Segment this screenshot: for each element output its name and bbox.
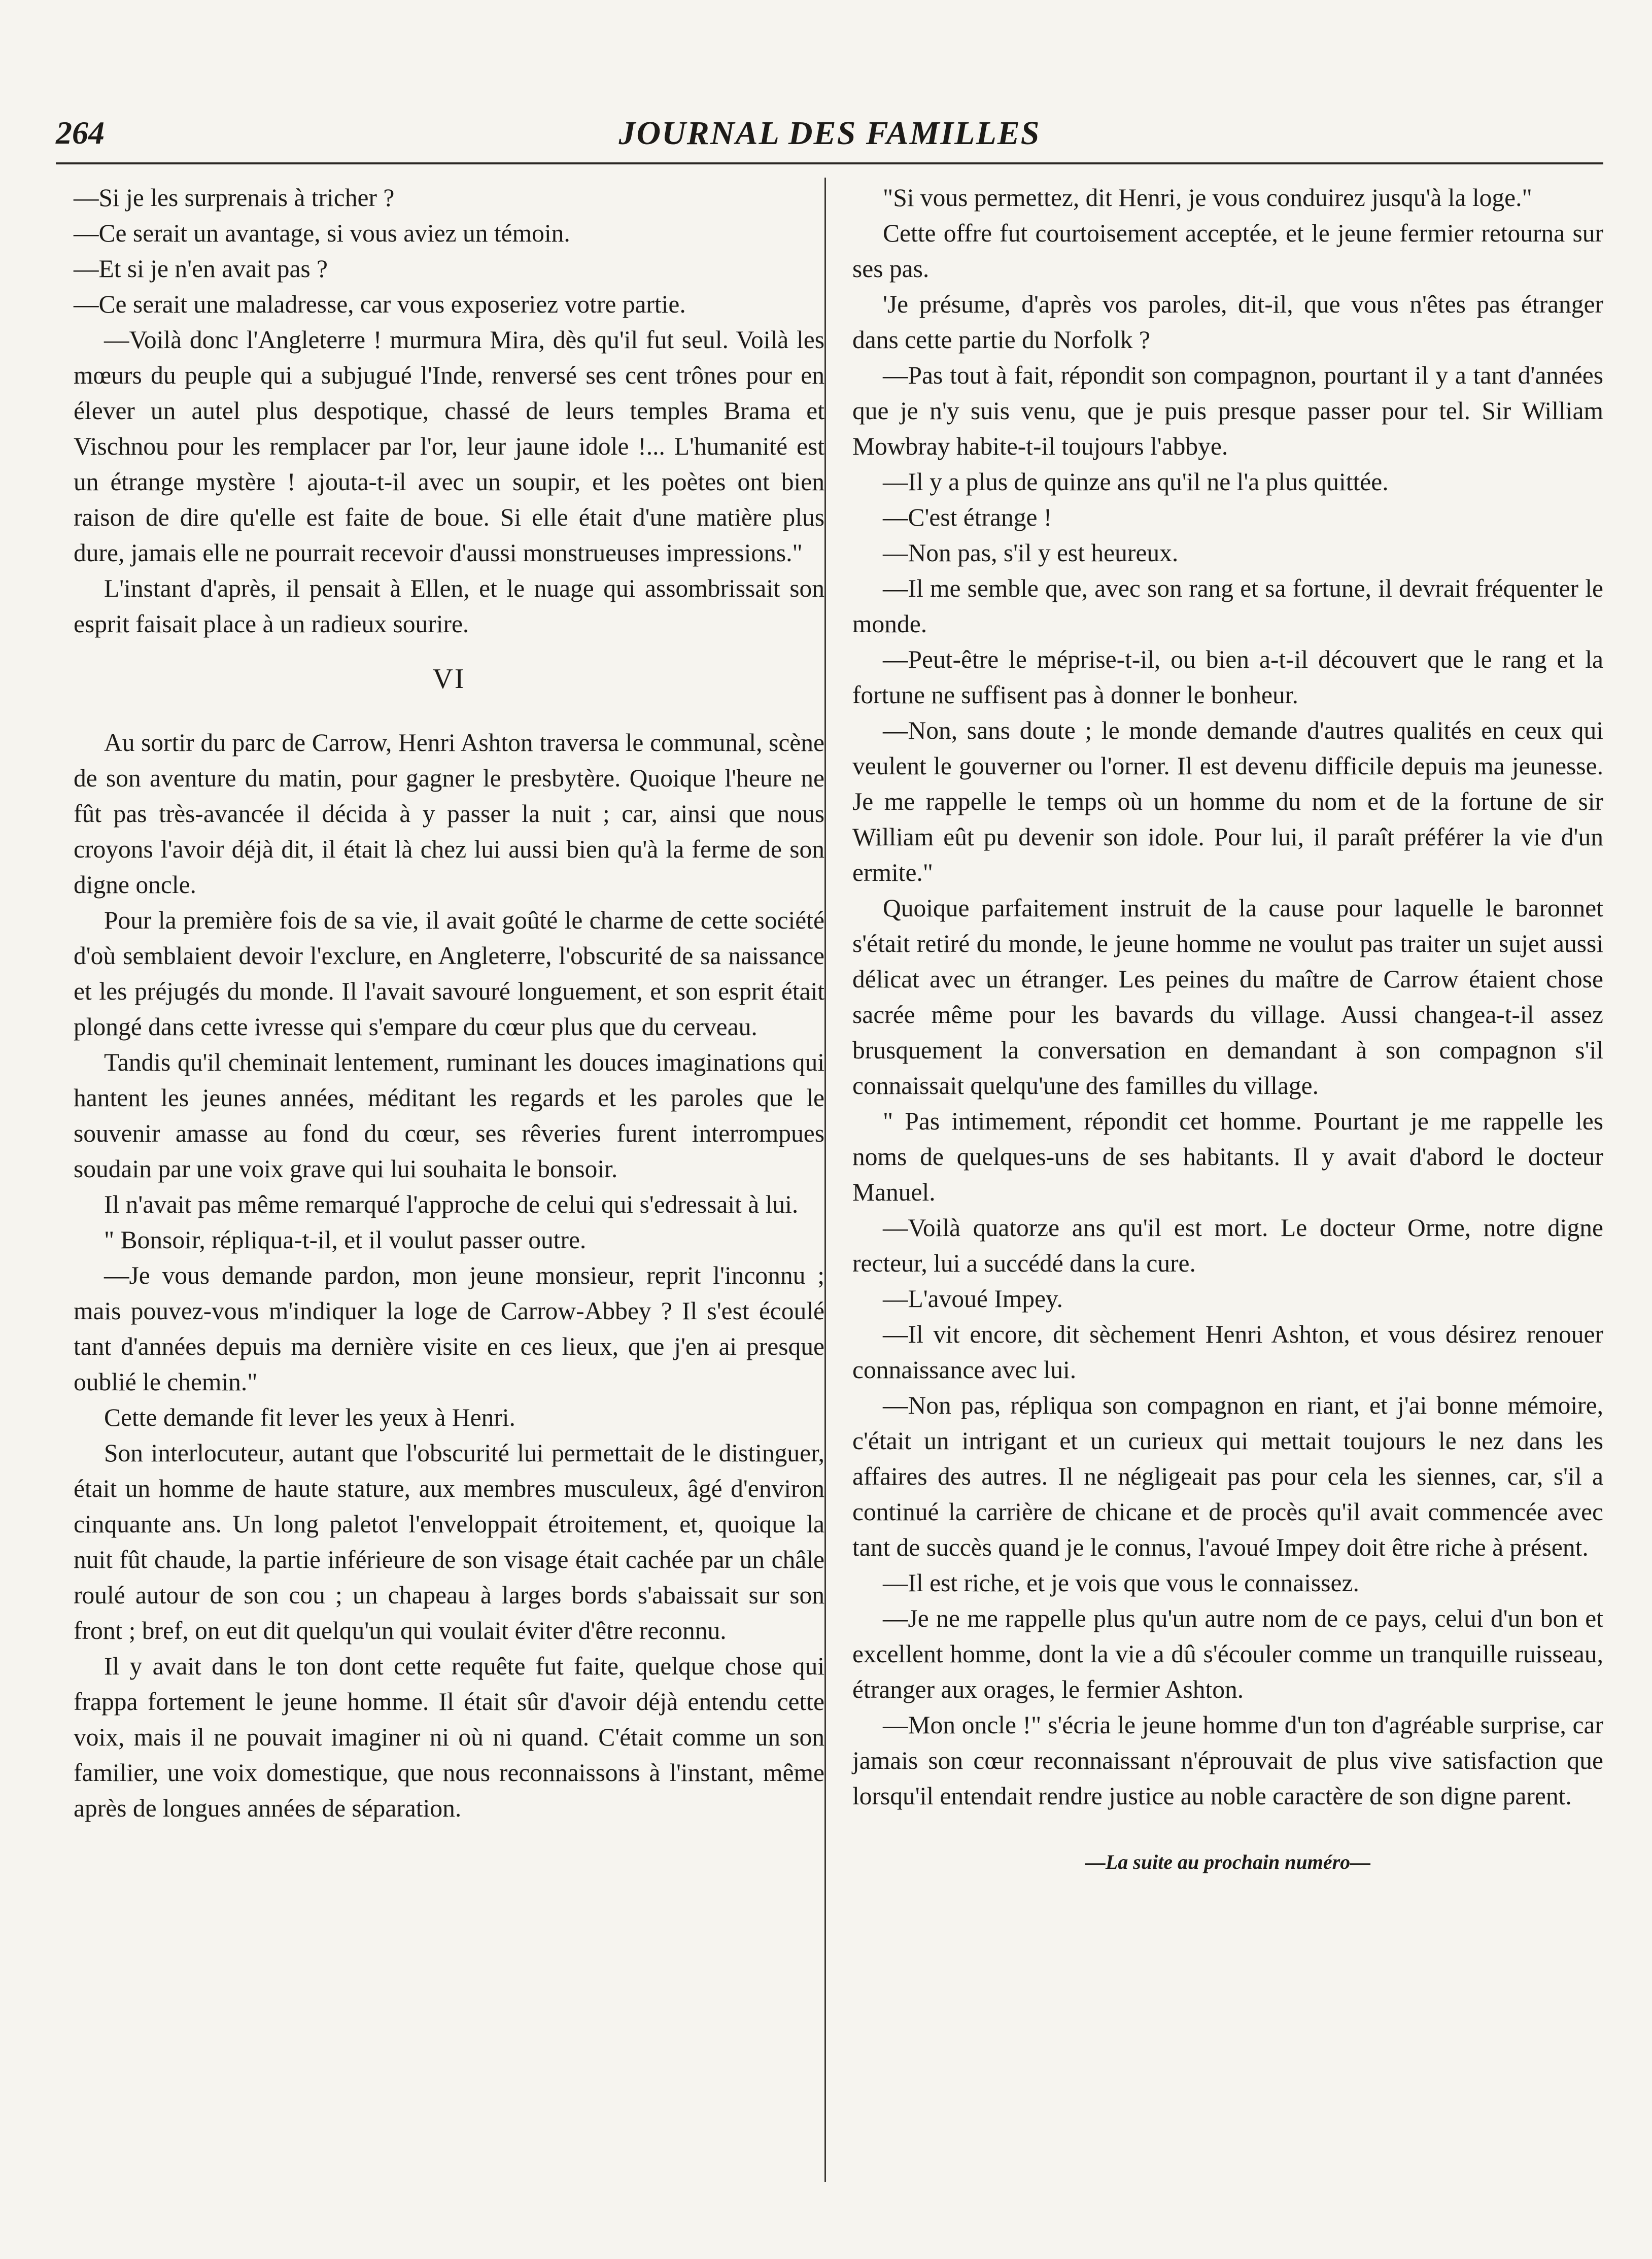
page-number: 264 bbox=[56, 115, 105, 151]
paragraph: —Il vit encore, dit sèchement Henri Ashton, et vous désirez renouer connaissance avec lui. bbox=[852, 1320, 1603, 1384]
paragraph: —Non pas, répliqua son compagnon en riant, et j'ai bonne mémoire, c'était un intrigant et un curieux qui mettait toujours le nez dans les affaires des autres. Il ne négligeait pas pour cela les siennes, car, s'il a continué la carrière de chicane et de procès qu'il avait commencée avec tant de succès quand je le connus, l'avoué Impey doit être riche à présent. bbox=[852, 1391, 1603, 1561]
paragraph: Tandis qu'il cheminait lentement, ruminant les douces imaginations qui hantent les jeunes années, méditant les regards et les paroles que le souvenir amasse au fond du cœur, ses rêveries furent interrompues soudain par une voix grave qui lui souhaita le bonsoir. bbox=[74, 1048, 824, 1183]
paragraph: —Non pas, s'il y est heureux. bbox=[883, 539, 1179, 567]
paragraph: L'instant d'après, il pensait à Ellen, et le nuage qui assombrissait son esprit faisait place à un radieux sourire. bbox=[74, 574, 824, 638]
paragraph: Il y avait dans le ton dont cette requête fut faite, quelque chose qui frappa fortement le jeune homme. Il était sûr d'avoir déjà entendu cette voix, mais il ne pouvait imaginer ni où ni quand. C'était comme un son familier, une voix domestique, que nous reconnaissons à l'instant, même après de longues années de séparation. bbox=[74, 1652, 824, 1822]
paragraph: —C'est étrange ! bbox=[883, 503, 1052, 531]
paragraph: Il n'avait pas même remarqué l'approche de celui qui s'edressait à lui. bbox=[104, 1190, 799, 1218]
journal-title: JOURNAL DES FAMILLES bbox=[618, 115, 1041, 152]
paragraph: —Je vous demande pardon, mon jeune monsieur, reprit l'inconnu ; mais pouvez-vous m'indiquer la loge de Carrow-Abbey ? Il s'est écoulé tant d'années depuis ma dernière visite en ces lieux, que j'en ai presque oublié le chemin." bbox=[74, 1261, 824, 1396]
paragraph: —Non, sans doute ; le monde demande d'autres qualités en ceux qui veulent le gouverner ou l'orner. Il est devenu difficile depuis ma jeunesse. Je me rappelle le temps où un homme du nom et de la fortune de sir William eût pu devenir son idole. Pour lui, il paraît préférer la vie d'un ermite." bbox=[852, 716, 1603, 886]
paragraph: —Pas tout à fait, répondit son compagnon, pourtant il y a tant d'années que je n'y suis venu, que je puis presque passer pour tel. Sir William Mowbray habite-t-il toujours l'abbye. bbox=[852, 361, 1603, 460]
paragraph: "Si vous permettez, dit Henri, je vous conduirez jusqu'à la loge." bbox=[883, 184, 1532, 212]
paragraph: —Mon oncle !" s'écria le jeune homme d'un ton d'agréable surprise, car jamais son cœur reconnaissant n'éprouvait de plus vive satisfaction que lorsqu'il entendait rendre justice au noble caractère de son digne parent. bbox=[852, 1711, 1603, 1810]
paragraph: —Et si je n'en avait pas ? bbox=[74, 255, 328, 283]
paragraph: —Je ne me rappelle plus qu'un autre nom de ce pays, celui d'un bon et excellent homme, dont la vie a dû s'écouler comme un tranquille ruisseau, étranger aux orages, le fermier Ashton. bbox=[852, 1604, 1603, 1703]
paragraph: —Voilà quatorze ans qu'il est mort. Le docteur Orme, notre digne recteur, lui a succédé dans la cure. bbox=[852, 1214, 1603, 1277]
paragraph: —Il me semble que, avec son rang et sa fortune, il devrait fréquenter le monde. bbox=[852, 574, 1603, 638]
paragraph: —Ce serait une maladresse, car vous exposeriez votre partie. bbox=[74, 290, 686, 318]
paragraph: " Bonsoir, répliqua-t-il, et il voulut passer outre. bbox=[104, 1226, 587, 1254]
paragraph: —Il est riche, et je vois que vous le connaissez. bbox=[883, 1569, 1359, 1597]
paragraph: Son interlocuteur, autant que l'obscurité lui permettait de le distinguer, était un homme de haute stature, aux membres musculeux, âgé d'environ cinquante ans. Un long paletot l'enveloppait étroitement, et, quoique la nuit fût chaude, la partie inférieure de son visage était cachée par un châle roulé autour de son cou ; un chapeau à larges bords s'abaissait sur son front ; bref, on eut dit quelqu'un qui voulait éviter d'être reconnu. bbox=[74, 1439, 824, 1645]
paragraph: —Ce serait un avantage, si vous aviez un témoin. bbox=[74, 219, 570, 247]
paragraph: —Voilà donc l'Angleterre ! murmura Mira, dès qu'il fut seul. Voilà les mœurs du peuple qui a subjugué l'Inde, renversé ses cent trônes pour en élever un autel plus despotique, chassé de leurs temples Brama et Vischnou pour les remplacer par l'or, leur jaune idole !... L'humanité est un étrange mystère ! ajouta-t-il avec un soupir, et les poètes ont bien raison de dire qu'elle est faite de boue. Si elle était d'une matière plus dure, jamais elle ne pourrait recevoir d'aussi monstrueuses impressions." bbox=[74, 326, 824, 567]
paragraph: Au sortir du parc de Carrow, Henri Ashton traversa le communal, scène de son aventure du matin, pour gagner le presbytère. Quoique l'heure ne fût pas très-avancée il décida à y passer la nuit ; car, ainsi que nous croyons l'avoir déjà dit, il était là chez lui aussi bien qu'à la ferme de son digne oncle. bbox=[74, 729, 824, 899]
paragraph: Pour la première fois de sa vie, il avait goûté le charme de cette société d'où semblaient devoir l'exclure, en Angleterre, l'obscurité de sa naissance et les préjugés du monde. Il l'avait savouré longuement, et son esprit était plongé dans cette ivresse qui s'empare du cœur plus que du cerveau. bbox=[74, 906, 824, 1041]
paragraph: —Il y a plus de quinze ans qu'il ne l'a plus quittée. bbox=[883, 468, 1389, 496]
right-column bbox=[852, 180, 1603, 1880]
section-title: VI bbox=[432, 663, 466, 695]
paragraph: Quoique parfaitement instruit de la cause pour laquelle le baronnet s'était retiré du monde, le jeune homme ne voulut pas traiter un sujet aussi délicat avec un étranger. Les peines du maître de Carrow étaient chose sacrée même pour les bavards du village. Aussi changea-t-il assez brusquement la conversation en demandant à son compagnon s'il connaissait quelqu'une des familles du village. bbox=[852, 894, 1603, 1100]
paragraph: " Pas intimement, répondit cet homme. Pourtant je me rappelle les noms de quelques-uns de ses habitants. Il y avait d'abord le docteur Manuel. bbox=[852, 1107, 1603, 1206]
paragraph: 'Je présume, d'après vos paroles, dit-il, que vous n'êtes pas étranger dans cette partie du Norfolk ? bbox=[852, 290, 1603, 354]
paragraph: Cette offre fut courtoisement acceptée, et le jeune fermier retourna sur ses pas. bbox=[852, 219, 1603, 283]
paragraph: —Si je les surprenais à tricher ? bbox=[74, 184, 395, 212]
paragraph: —L'avoué Impey. bbox=[883, 1285, 1063, 1313]
continued-note: —La suite au prochain numéro— bbox=[1085, 1851, 1371, 1873]
page-header bbox=[56, 114, 1603, 164]
left-column bbox=[74, 180, 824, 1826]
column-divider bbox=[824, 178, 826, 2182]
paragraph: Cette demande fit lever les yeux à Henri. bbox=[104, 1404, 515, 1431]
paragraph: —Peut-être le méprise-t-il, ou bien a-t-il découvert que le rang et la fortune ne suffisent pas à donner le bonheur. bbox=[852, 645, 1603, 709]
